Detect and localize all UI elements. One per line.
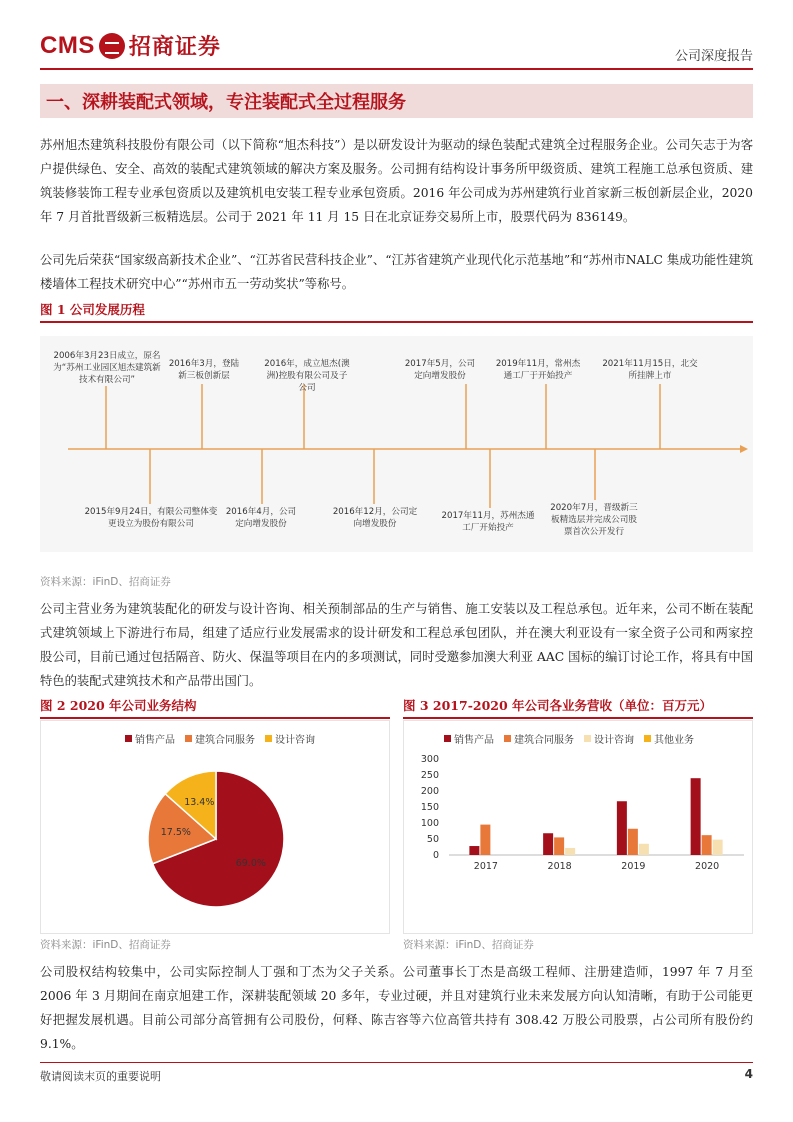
y-tick-label: 100 (420, 818, 439, 829)
y-tick-label: 0 (432, 850, 439, 861)
timeline-event-bottom: 2020年7月，晋级新三板精选层并完成公司股票首次公开发行 (550, 503, 638, 537)
bar (554, 837, 564, 855)
section-title-text: 一、深耕装配式领域，专注装配式全过程服务 (46, 92, 406, 113)
pie-data-label: 69.0% (235, 857, 266, 869)
y-tick-label: 150 (420, 802, 439, 813)
timeline-event-top: 2019年11月，常州杰通工厂于开始投产 (495, 359, 581, 381)
timeline-event-top: 2006年3月23日成立，原名为“苏州工业园区旭杰建筑新技术有限公司” (53, 351, 161, 385)
bar (691, 778, 701, 855)
logo-icon (99, 33, 125, 59)
figure3-chart (403, 720, 753, 934)
bar (480, 825, 490, 855)
timeline-event-bottom: 2015年9月24日，有限公司整体变更设立为股份有限公司 (84, 507, 218, 529)
y-tick-label: 50 (426, 834, 439, 845)
figure3-title: 图 3 2017-2020 年公司各业务营收（单位：百万元） (403, 697, 753, 719)
brand-logo (40, 30, 221, 61)
legend-label: 设计咨询 (594, 735, 634, 746)
paragraph-honors: 公司先后荣获“国家级高新技术企业”、“江苏省民营科技企业”、“江苏省建筑产业现代化示范基地”和“苏州市NALC 集成功能性建筑楼墙体工程技术研究中心”“苏州市五一劳动奖状”等称号。 (40, 253, 753, 291)
legend-label: 销售产品 (454, 735, 494, 746)
report-type: 公司深度报告 (674, 49, 753, 64)
pie-data-label: 13.4% (184, 796, 215, 808)
section-title (40, 84, 753, 118)
y-tick-label: 200 (420, 786, 439, 797)
timeline-event-bottom: 2016年4月，公司定向增发股份 (225, 507, 297, 529)
bar (565, 848, 575, 855)
figure3-source: 资料来源：iFinD、招商证券 (403, 939, 534, 951)
figure1-title: 图 1 公司发展历程 (40, 301, 753, 323)
paragraph-intro: 苏州旭杰建筑科技股份有限公司（以下简称“旭杰科技”）是以研发设计为驱动的绿色装配式建筑全过程服务企业。公司矢志于为客户提供绿色、安全、高效的装配式建筑领域的解决方案及服务。公司拥有结构设计事务所甲级资质、建筑工程施工总承包资质、建筑装修装饰工程专业承包资质以及建筑机电安装工程专业承包资质。2016 年公司成为苏州建筑行业首家新三板创新层企业，2020 年 7 月首批晋级新三板精选层。公司于 2021 年 11 月 15 日在北京证券交易所上市，股票代码为 836149。 (40, 138, 753, 224)
paragraph-ownership: 公司股权结构较集中，公司实际控制人丁强和丁杰为父子关系。公司董事长丁杰是高级工程师、注册建造师，1997 年 7 月至 2006 年 3 月期间在南京旭建工作，深耕装配领域 20 多年，专业过硬，并且对建筑行业未来发展方向认知清晰，有助于公司能更好把握发展机遇。目前公司部分高管拥有公司股份，何释、陈吉容等六位高管共持有 308.42 万股公司股票，占公司所有股份约 9.1%。 (40, 965, 753, 1051)
legend-label: 建筑合同服务 (195, 735, 255, 746)
bar-chart-svg (404, 721, 754, 935)
pie-chart-svg (41, 721, 391, 935)
footer-divider (40, 1062, 753, 1063)
bar (713, 840, 723, 855)
legend-label: 设计咨询 (275, 735, 315, 746)
logo-text: CMS (40, 31, 95, 59)
timeline-event-top: 2017年5月，公司定向增发股份 (404, 359, 476, 381)
figure2-title: 图 2 2020 年公司业务结构 (40, 697, 390, 719)
figure1-source: 资料来源：iFinD、招商证券 (40, 576, 171, 588)
timeline-event-bottom: 2016年12月，公司定向增发股份 (332, 507, 418, 529)
figure2-source: 资料来源：iFinD、招商证券 (40, 939, 171, 951)
bar (617, 801, 627, 855)
x-tick-label: 2017 (473, 861, 498, 872)
figure2-chart (40, 720, 390, 934)
legend-label: 建筑合同服务 (514, 735, 574, 746)
header-divider (40, 68, 753, 70)
x-tick-label: 2018 (547, 861, 572, 872)
legend-label: 销售产品 (135, 735, 175, 746)
bar (543, 833, 553, 855)
y-tick-label: 300 (420, 754, 439, 765)
logo-cn-text: 招商证券 (128, 34, 221, 60)
timeline-event-top: 2016年3月，登陆新三板创新层 (168, 359, 240, 381)
bar (639, 844, 649, 855)
page-header (0, 0, 793, 70)
timeline-event-top: 2021年11月15日，北交所挂牌上市 (602, 359, 698, 381)
pie-data-label: 17.5% (160, 826, 191, 838)
y-tick-label: 250 (420, 770, 439, 781)
x-tick-label: 2020 (695, 861, 720, 872)
timeline-arrow-icon (740, 445, 748, 453)
timeline-event-top: 2016年，成立旭杰(澳洲)控股有限公司及子公司 (264, 359, 350, 393)
bar (628, 829, 638, 855)
paragraph-business: 公司主营业务为建筑装配化的研发与设计咨询、相关预制部品的生产与销售、施工安装以及工程总承包。近年来，公司不断在装配式建筑领域上下游进行布局，组建了适应行业发展需求的设计研发和工程总承包团队，并在澳大利亚设有一家全资子公司和两家控股公司，目前已通过包括隔音、防火、保温等项目在内的多项测试，同时受邀参加澳大利亚 AAC 国标的编订讨论工作，将具有中国特色的装配式建筑技术和产品带出国门。 (40, 602, 753, 688)
footer-note: 敬请阅读末页的重要说明 (40, 1070, 161, 1083)
page-number: 4 (744, 1067, 753, 1081)
bar (702, 835, 712, 855)
legend-label: 其他业务 (654, 735, 694, 746)
bar (469, 846, 479, 855)
x-tick-label: 2019 (621, 861, 646, 872)
timeline-event-bottom: 2017年11月，苏州杰通工厂开始投产 (441, 511, 535, 533)
figure1-timeline (40, 336, 753, 552)
